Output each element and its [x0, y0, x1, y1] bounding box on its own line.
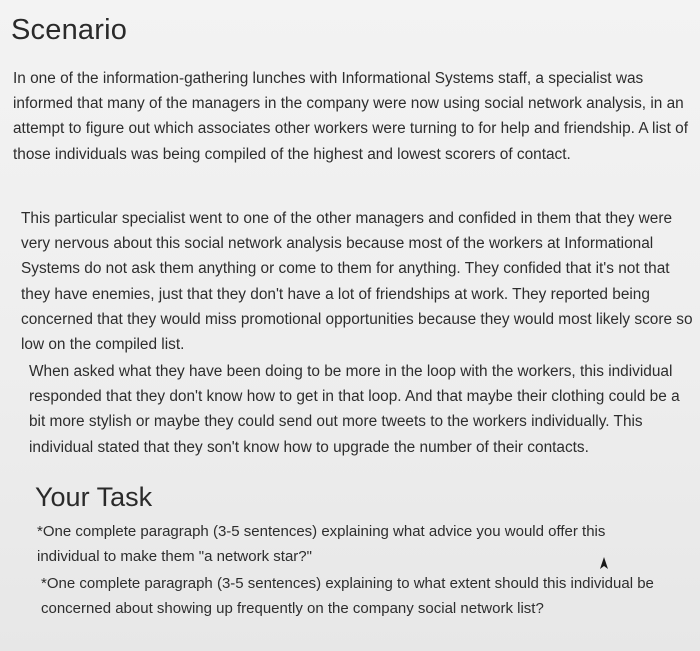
scenario-paragraph-1: In one of the information-gathering lunches with Informational Systems staff, a specialist was informed that many of the managers in the company were now using social network analysis, in an attempt to figure out which associates other workers were turning to for help and friendship. A list of those individuals was being compiled of the highest and lowest scorers of contact.	[13, 70, 688, 163]
task-item-2: *One complete paragraph (3-5 sentences) explaining to what extent should this individual be concerned about showing up frequently on the company social network list?	[41, 575, 654, 617]
scenario-heading: Scenario	[11, 14, 128, 46]
scenario-paragraph-3: When asked what they have been doing to be more in the loop with the workers, this individual responded that they don't know how to get in that loop. And that maybe their clothing could be a bit more stylish or maybe they could send out more tweets to the workers individually. This individual stated that they son't know how to upgrade the number of their contacts.	[29, 363, 680, 456]
task-item-1: *One complete paragraph (3-5 sentences) explaining what advice you would offer this individual to make them "a network star?"	[37, 523, 606, 565]
mouse-pointer-icon	[598, 556, 610, 570]
scenario-paragraph-2: This particular specialist went to one of the other managers and confided in them that they were very nervous about this social network analysis because most of the workers at Informational Systems do not ask them anything or come to them for anything. They confided that it's not that they have enemies, just that they don't have a lot of friendships at work. They reported being concerned that they would miss promotional opportunities because they would most likely score so low on the compiled list.	[21, 210, 693, 354]
your-task-heading: Your Task	[35, 482, 153, 512]
